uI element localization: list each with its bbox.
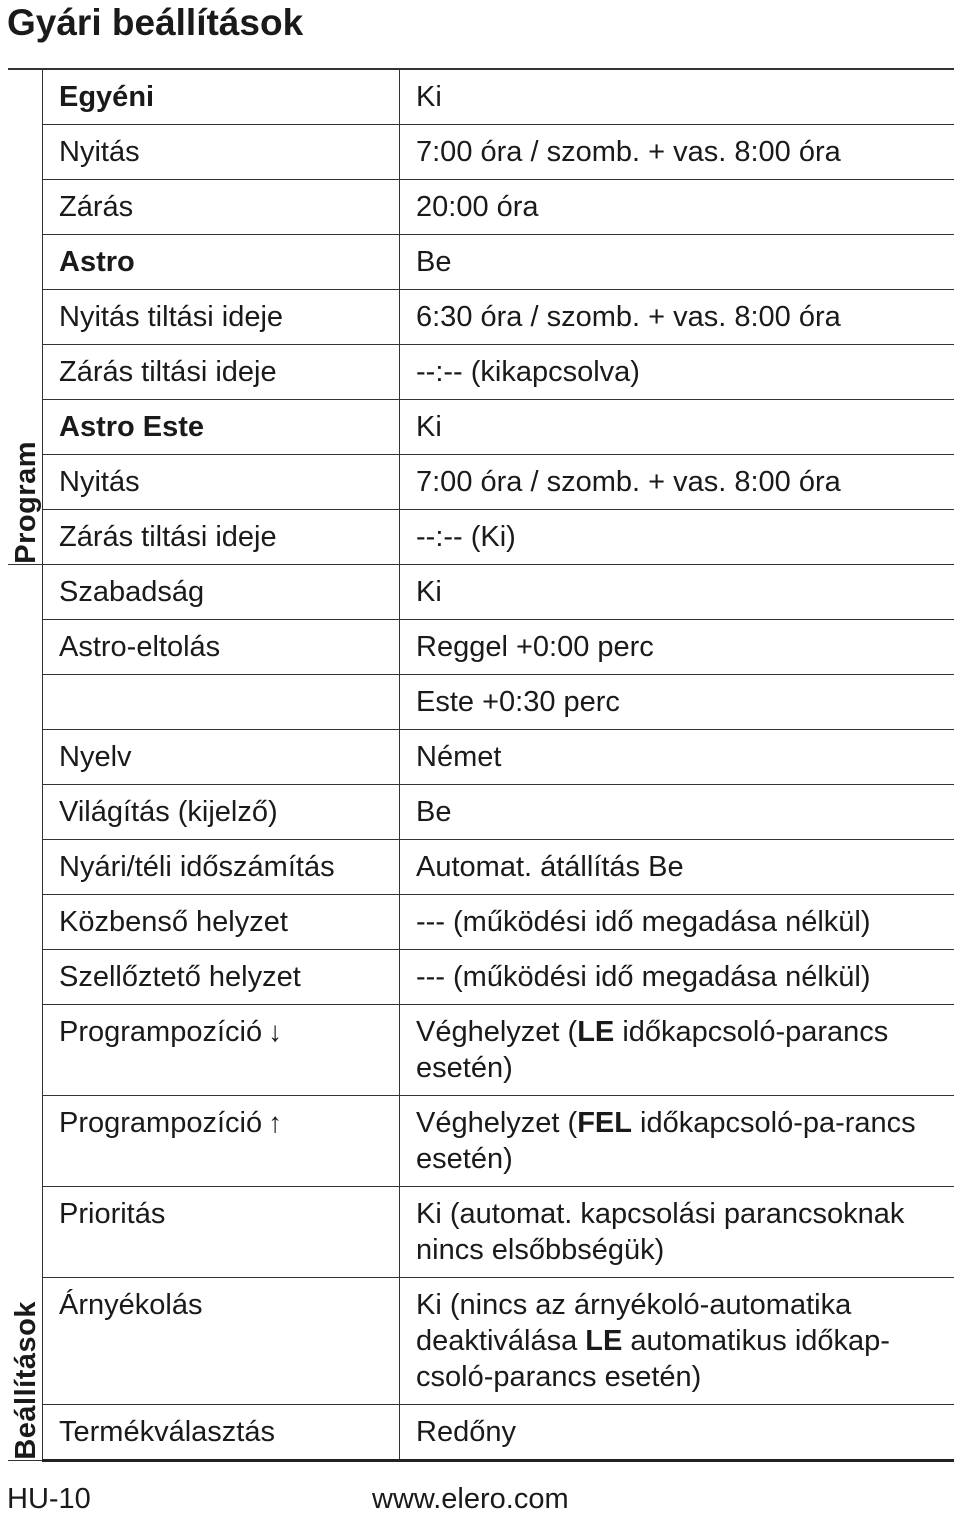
table-row [8, 730, 954, 785]
row-value: --- (működési idő megadása nélkül) [400, 895, 955, 950]
table-row [8, 455, 954, 510]
row-value: Ki [400, 400, 955, 455]
row-label: Közbenső helyzet [43, 895, 400, 950]
row-value: Ki [400, 565, 955, 620]
table-row [8, 400, 954, 455]
group-label-program: Program [10, 441, 42, 564]
row-label: Astro-eltolás [43, 620, 400, 675]
row-value-text: automatikus időkap-csoló-parancs esetén) [416, 1325, 890, 1393]
table-row [8, 675, 954, 730]
table-row [8, 510, 954, 565]
row-value-text: Véghelyzet ( [416, 1016, 578, 1048]
row-value: Automat. átállítás Be [400, 840, 955, 895]
row-value: 20:00 óra [400, 180, 955, 235]
group-program [8, 69, 43, 565]
row-label: Prioritás [43, 1187, 400, 1278]
row-label: Egyéni [43, 69, 400, 125]
row-label: Világítás (kijelző) [43, 785, 400, 840]
row-label: Árnyékolás [43, 1278, 400, 1405]
row-value-keyword: LE [577, 1016, 615, 1048]
row-value: 7:00 óra / szomb. + vas. 8:00 óra [400, 125, 955, 180]
row-label-cell [43, 1005, 400, 1096]
table-row [8, 180, 954, 235]
table-row [8, 1187, 954, 1278]
row-value-text: időkapcsoló-pa-rancs esetén) [416, 1107, 916, 1175]
row-value-keyword: LE [585, 1325, 623, 1357]
row-value: --- (működési idő megadása nélkül) [400, 950, 955, 1005]
row-value: Német [400, 730, 955, 785]
table-row [8, 1405, 954, 1461]
page-title: Gyári beállítások [7, 2, 304, 43]
row-label [43, 675, 400, 730]
factory-settings-table [8, 68, 954, 1462]
row-label-cell [43, 1096, 400, 1187]
row-value-cell [400, 1005, 955, 1096]
row-value-text: időkapcsoló-parancs esetén) [416, 1016, 889, 1084]
row-label: Nyitás [43, 455, 400, 510]
row-label: Nyári/téli időszámítás [43, 840, 400, 895]
row-value: Ki (automat. kapcsolási parancsoknak nincs elsőbbségük) [400, 1187, 955, 1278]
row-label: Zárás tiltási ideje [43, 510, 400, 565]
row-value: Redőny [400, 1405, 955, 1461]
table-row [8, 950, 954, 1005]
table-row [8, 1005, 954, 1096]
page-number: HU-10 [7, 1483, 91, 1515]
row-value-text: Véghelyzet ( [416, 1107, 578, 1139]
table-row [8, 235, 954, 290]
row-value: 6:30 óra / szomb. + vas. 8:00 óra [400, 290, 955, 345]
row-label: Nyelv [43, 730, 400, 785]
table-row [8, 895, 954, 950]
row-label: Termékválasztás [43, 1405, 400, 1461]
row-label: Zárás [43, 180, 400, 235]
arrow-down-icon: ↓ [268, 1016, 283, 1047]
row-value: Be [400, 235, 955, 290]
group-label-settings: Beállítások [10, 1301, 42, 1460]
table-row [8, 69, 954, 125]
table-row [8, 565, 954, 620]
row-value: --:-- (Ki) [400, 510, 955, 565]
row-label: Nyitás tiltási ideje [43, 290, 400, 345]
row-label: Zárás tiltási ideje [43, 345, 400, 400]
row-value-keyword: FEL [577, 1107, 632, 1139]
table-row [8, 345, 954, 400]
row-value-cell [400, 1278, 955, 1405]
table-row [8, 290, 954, 345]
row-value: Este +0:30 perc [400, 675, 955, 730]
table-row [8, 125, 954, 180]
row-label: Programpozíció [59, 1016, 263, 1048]
row-value: --:-- (kikapcsolva) [400, 345, 955, 400]
row-label: Programpozíció [59, 1107, 263, 1139]
table-row [8, 785, 954, 840]
table-row [8, 620, 954, 675]
row-value: Ki [400, 69, 955, 125]
row-value: Reggel +0:00 perc [400, 620, 955, 675]
row-label: Astro [43, 235, 400, 290]
table-row [8, 1096, 954, 1187]
table-row [8, 840, 954, 895]
row-label: Nyitás [43, 125, 400, 180]
footer-url: www.elero.com [372, 1483, 569, 1515]
row-value: 7:00 óra / szomb. + vas. 8:00 óra [400, 455, 955, 510]
arrow-up-icon: ↑ [268, 1107, 283, 1138]
row-label: Astro Este [43, 400, 400, 455]
row-label: Szellőztető helyzet [43, 950, 400, 1005]
row-value-text: Ki (nincs az árnyékoló-automatika deaktiválása [416, 1289, 852, 1357]
row-label: Szabadság [43, 565, 400, 620]
group-settings [8, 565, 43, 1461]
row-value: Be [400, 785, 955, 840]
table-row [8, 1278, 954, 1405]
row-value-cell [400, 1096, 955, 1187]
